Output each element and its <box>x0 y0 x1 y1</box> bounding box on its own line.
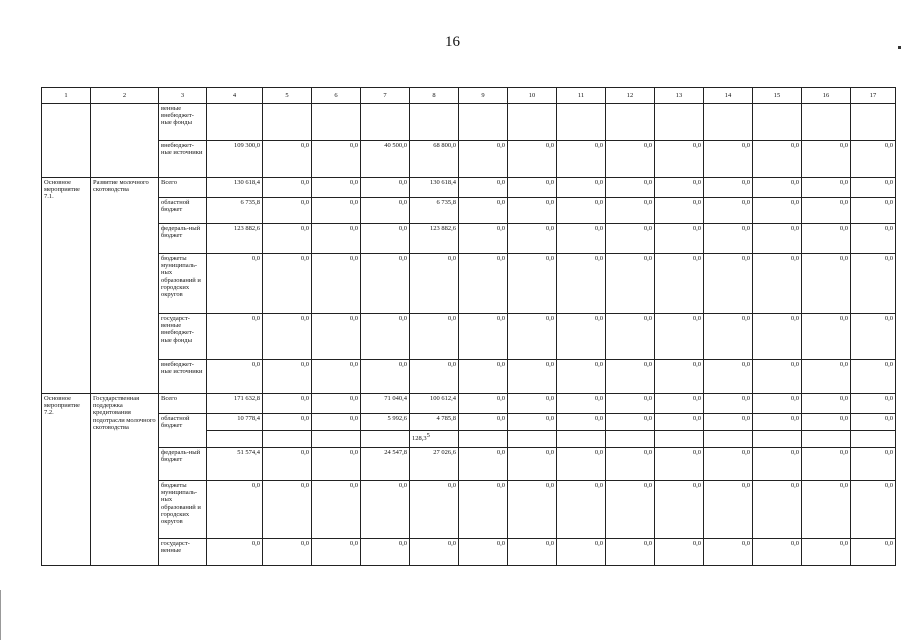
value-cell: 0,0 <box>606 314 655 360</box>
table-row <box>42 448 896 481</box>
value-cell <box>263 431 312 448</box>
value-cell: 0,0 <box>557 141 606 178</box>
column-number: 16 <box>802 88 851 104</box>
value-cell: 0,0 <box>606 394 655 414</box>
value-cell: 51 574,4 <box>207 448 263 481</box>
value-cell <box>557 431 606 448</box>
value-cell: 6 735,8 <box>410 198 459 224</box>
value-cell <box>361 431 410 448</box>
value-cell: 0,0 <box>606 224 655 254</box>
value-cell: 0,0 <box>655 141 704 178</box>
value-cell: 0,0 <box>802 360 851 394</box>
source-cell: венные внебюджет-ные фонды <box>159 104 207 141</box>
value-cell: 0,0 <box>263 394 312 414</box>
table-row <box>42 414 896 431</box>
value-cell: 0,0 <box>557 178 606 198</box>
footnote-value: 128,3 <box>412 435 427 443</box>
value-cell: 0,0 <box>655 448 704 481</box>
column-number-row <box>42 88 896 104</box>
value-cell: 40 500,0 <box>361 141 410 178</box>
value-cell: 0,0 <box>459 448 508 481</box>
value-cell: 0,0 <box>802 178 851 198</box>
value-cell: 68 800,0 <box>410 141 459 178</box>
value-cell: 0,0 <box>508 141 557 178</box>
value-cell: 0,0 <box>851 224 896 254</box>
value-cell: 0,0 <box>655 414 704 431</box>
measure-title-cell <box>91 104 159 178</box>
value-cell: 0,0 <box>557 394 606 414</box>
value-cell: 0,0 <box>606 254 655 314</box>
value-cell: 0,0 <box>753 224 802 254</box>
value-cell: 0,0 <box>557 314 606 360</box>
value-cell: 0,0 <box>704 314 753 360</box>
value-cell <box>851 431 896 448</box>
scan-mark <box>898 46 901 49</box>
value-cell: 0,0 <box>606 178 655 198</box>
value-cell: 0,0 <box>508 360 557 394</box>
value-cell: 0,0 <box>508 198 557 224</box>
value-cell: 0,0 <box>802 254 851 314</box>
value-cell: 0,0 <box>361 224 410 254</box>
value-cell: 0,0 <box>459 314 508 360</box>
value-cell: 0,0 <box>361 314 410 360</box>
value-cell: 0,0 <box>207 314 263 360</box>
value-cell: 0,0 <box>851 314 896 360</box>
source-cell: федераль-ный бюджет <box>159 448 207 481</box>
value-cell: 0,0 <box>207 254 263 314</box>
value-cell: 123 882,6 <box>207 224 263 254</box>
value-cell <box>263 104 312 141</box>
value-cell: 0,0 <box>312 448 361 481</box>
value-cell: 0,0 <box>312 414 361 431</box>
value-cell: 0,0 <box>459 539 508 566</box>
value-cell: 0,0 <box>851 539 896 566</box>
value-cell: 0,0 <box>312 314 361 360</box>
value-cell <box>207 104 263 141</box>
value-cell: 71 040,4 <box>361 394 410 414</box>
budget-table <box>41 87 896 566</box>
value-cell: 0,0 <box>851 141 896 178</box>
column-number: 7 <box>361 88 410 104</box>
value-cell: 0,0 <box>557 414 606 431</box>
column-number: 13 <box>655 88 704 104</box>
value-cell: 0,0 <box>557 448 606 481</box>
value-cell: 0,0 <box>263 314 312 360</box>
column-number: 11 <box>557 88 606 104</box>
value-cell: 0,0 <box>606 414 655 431</box>
value-cell: 0,0 <box>508 414 557 431</box>
value-cell: 0,0 <box>263 448 312 481</box>
column-number: 15 <box>753 88 802 104</box>
value-cell: 0,0 <box>361 254 410 314</box>
value-cell: 0,0 <box>753 254 802 314</box>
value-cell <box>312 431 361 448</box>
value-cell: 0,0 <box>753 360 802 394</box>
value-cell: 0,0 <box>459 141 508 178</box>
value-cell: 0,0 <box>802 481 851 539</box>
value-cell <box>802 104 851 141</box>
value-cell: 0,0 <box>704 539 753 566</box>
table-row <box>42 178 896 198</box>
value-cell: 0,0 <box>704 394 753 414</box>
value-cell <box>655 431 704 448</box>
value-cell: 0,0 <box>459 178 508 198</box>
value-cell <box>508 431 557 448</box>
value-cell: 100 612,4 <box>410 394 459 414</box>
value-cell: 0,0 <box>802 314 851 360</box>
footnote-value-cell <box>410 431 459 448</box>
value-cell: 0,0 <box>753 314 802 360</box>
value-cell: 0,0 <box>557 254 606 314</box>
value-cell: 0,0 <box>606 481 655 539</box>
value-cell: 0,0 <box>508 314 557 360</box>
measure-title: Государственная поддержка кредитования подотрасли молочного скотоводства <box>91 394 159 566</box>
table-row <box>42 141 896 178</box>
value-cell: 0,0 <box>704 448 753 481</box>
value-cell: 0,0 <box>312 481 361 539</box>
value-cell <box>704 431 753 448</box>
source-cell: областной бюджет <box>159 198 207 224</box>
table-row <box>42 539 896 566</box>
value-cell <box>207 431 263 448</box>
value-cell: 0,0 <box>655 481 704 539</box>
table-row <box>42 360 896 394</box>
value-cell <box>704 104 753 141</box>
value-cell <box>557 104 606 141</box>
source-cell: Всего <box>159 394 207 414</box>
value-cell: 130 618,4 <box>410 178 459 198</box>
value-cell: 0,0 <box>851 414 896 431</box>
value-cell: 0,0 <box>851 254 896 314</box>
source-cell: федераль-ный бюджет <box>159 224 207 254</box>
value-cell: 0,0 <box>508 394 557 414</box>
value-cell: 0,0 <box>655 314 704 360</box>
value-cell: 0,0 <box>410 481 459 539</box>
column-number: 8 <box>410 88 459 104</box>
value-cell: 0,0 <box>802 394 851 414</box>
source-cell: государст-венные <box>159 539 207 566</box>
value-cell: 0,0 <box>704 198 753 224</box>
value-cell: 0,0 <box>508 224 557 254</box>
value-cell: 0,0 <box>704 141 753 178</box>
value-cell: 0,0 <box>459 481 508 539</box>
value-cell: 0,0 <box>459 198 508 224</box>
value-cell: 0,0 <box>557 198 606 224</box>
value-cell: 0,0 <box>557 360 606 394</box>
source-cell: бюджеты муниципаль-ных образований и городских округов <box>159 254 207 314</box>
value-cell: 0,0 <box>312 394 361 414</box>
value-cell: 0,0 <box>508 448 557 481</box>
value-cell: 6 735,8 <box>207 198 263 224</box>
value-cell: 0,0 <box>361 198 410 224</box>
table-row <box>42 481 896 539</box>
value-cell: 0,0 <box>606 360 655 394</box>
value-cell: 0,0 <box>263 254 312 314</box>
page-number: 16 <box>445 34 460 50</box>
value-cell: 0,0 <box>361 360 410 394</box>
source-cell: областной бюджет <box>159 414 207 448</box>
column-number: 5 <box>263 88 312 104</box>
value-cell: 130 618,4 <box>207 178 263 198</box>
value-cell: 0,0 <box>459 394 508 414</box>
column-number: 17 <box>851 88 896 104</box>
value-cell: 0,0 <box>557 224 606 254</box>
value-cell: 0,0 <box>312 141 361 178</box>
value-cell: 0,0 <box>851 481 896 539</box>
value-cell: 0,0 <box>361 178 410 198</box>
value-cell: 0,0 <box>802 141 851 178</box>
value-cell: 0,0 <box>312 178 361 198</box>
table-row <box>42 104 896 141</box>
value-cell: 24 547,8 <box>361 448 410 481</box>
source-cell: Всего <box>159 178 207 198</box>
value-cell: 0,0 <box>557 539 606 566</box>
value-cell: 0,0 <box>410 314 459 360</box>
page-edge-line <box>0 590 1 640</box>
measure-label: Основное мероприятие 7.2. <box>42 394 91 566</box>
value-cell: 0,0 <box>263 198 312 224</box>
value-cell <box>361 104 410 141</box>
table-body <box>42 88 896 566</box>
measure-label-cell <box>42 104 91 178</box>
value-cell: 0,0 <box>851 394 896 414</box>
value-cell: 0,0 <box>207 539 263 566</box>
value-cell: 0,0 <box>508 539 557 566</box>
value-cell: 0,0 <box>851 360 896 394</box>
footnote-mark: 5 <box>426 432 430 439</box>
value-cell: 0,0 <box>361 481 410 539</box>
value-cell: 0,0 <box>655 394 704 414</box>
value-cell <box>655 104 704 141</box>
column-number: 6 <box>312 88 361 104</box>
measure-title: Развитие молочного скотоводства <box>91 178 159 394</box>
value-cell: 0,0 <box>655 198 704 224</box>
value-cell: 0,0 <box>802 224 851 254</box>
value-cell <box>802 431 851 448</box>
value-cell: 0,0 <box>263 539 312 566</box>
value-cell: 0,0 <box>851 448 896 481</box>
value-cell: 0,0 <box>459 224 508 254</box>
value-cell: 0,0 <box>704 178 753 198</box>
value-cell: 171 632,8 <box>207 394 263 414</box>
value-cell <box>851 104 896 141</box>
value-cell: 0,0 <box>753 448 802 481</box>
source-cell: внебюджет-ные источники <box>159 141 207 178</box>
value-cell: 0,0 <box>410 539 459 566</box>
column-number: 4 <box>207 88 263 104</box>
value-cell: 0,0 <box>704 414 753 431</box>
value-cell: 27 026,6 <box>410 448 459 481</box>
value-cell: 4 785,8 <box>410 414 459 431</box>
value-cell: 0,0 <box>459 254 508 314</box>
value-cell: 0,0 <box>851 198 896 224</box>
column-number: 1 <box>42 88 91 104</box>
value-cell: 0,0 <box>207 481 263 539</box>
value-cell: 0,0 <box>263 360 312 394</box>
value-cell: 0,0 <box>606 198 655 224</box>
value-cell: 123 882,6 <box>410 224 459 254</box>
source-cell: внебюджет-ные источники <box>159 360 207 394</box>
value-cell: 0,0 <box>606 141 655 178</box>
value-cell: 0,0 <box>753 414 802 431</box>
value-cell: 0,0 <box>207 360 263 394</box>
value-cell: 0,0 <box>508 254 557 314</box>
value-cell: 0,0 <box>606 539 655 566</box>
value-cell <box>606 104 655 141</box>
value-cell <box>312 104 361 141</box>
value-cell: 0,0 <box>263 224 312 254</box>
column-number: 14 <box>704 88 753 104</box>
value-cell <box>606 431 655 448</box>
value-cell: 0,0 <box>655 254 704 314</box>
value-cell: 109 300,0 <box>207 141 263 178</box>
value-cell: 0,0 <box>606 448 655 481</box>
value-cell: 0,0 <box>753 178 802 198</box>
value-cell: 0,0 <box>655 178 704 198</box>
column-number: 10 <box>508 88 557 104</box>
column-number: 2 <box>91 88 159 104</box>
column-number: 12 <box>606 88 655 104</box>
value-cell: 0,0 <box>361 539 410 566</box>
value-cell: 0,0 <box>312 539 361 566</box>
value-cell: 0,0 <box>753 539 802 566</box>
value-cell: 0,0 <box>753 141 802 178</box>
value-cell: 0,0 <box>312 254 361 314</box>
value-cell: 0,0 <box>263 141 312 178</box>
value-cell: 0,0 <box>410 360 459 394</box>
measure-label: Основное мероприятие 7.1. <box>42 178 91 394</box>
value-cell: 0,0 <box>655 360 704 394</box>
value-cell: 0,0 <box>508 481 557 539</box>
value-cell: 10 778,4 <box>207 414 263 431</box>
value-cell: 0,0 <box>263 481 312 539</box>
source-cell: бюджеты муниципаль-ных образований и городских округов <box>159 481 207 539</box>
value-cell: 0,0 <box>263 178 312 198</box>
value-cell <box>410 104 459 141</box>
value-cell: 0,0 <box>410 254 459 314</box>
source-cell: государст-венные внебюджет-ные фонды <box>159 314 207 360</box>
value-cell <box>753 431 802 448</box>
value-cell: 0,0 <box>704 224 753 254</box>
value-cell: 0,0 <box>704 360 753 394</box>
table-row <box>42 198 896 224</box>
value-cell: 0,0 <box>802 539 851 566</box>
table-row <box>42 314 896 360</box>
value-cell <box>459 431 508 448</box>
value-cell: 0,0 <box>263 414 312 431</box>
table-row <box>42 254 896 314</box>
value-cell: 0,0 <box>851 178 896 198</box>
value-cell: 0,0 <box>312 360 361 394</box>
value-cell: 0,0 <box>704 254 753 314</box>
value-cell <box>508 104 557 141</box>
value-cell: 0,0 <box>312 224 361 254</box>
value-cell: 0,0 <box>655 539 704 566</box>
value-cell: 0,0 <box>655 224 704 254</box>
column-number: 9 <box>459 88 508 104</box>
value-cell: 0,0 <box>753 481 802 539</box>
value-cell: 0,0 <box>508 178 557 198</box>
value-cell: 5 992,6 <box>361 414 410 431</box>
table-row <box>42 394 896 414</box>
value-cell: 0,0 <box>802 448 851 481</box>
value-cell: 0,0 <box>459 360 508 394</box>
value-cell <box>753 104 802 141</box>
table-row <box>42 224 896 254</box>
value-cell <box>459 104 508 141</box>
value-cell: 0,0 <box>459 414 508 431</box>
value-cell: 0,0 <box>802 414 851 431</box>
value-cell: 0,0 <box>557 481 606 539</box>
value-cell: 0,0 <box>802 198 851 224</box>
value-cell: 0,0 <box>753 394 802 414</box>
value-cell: 0,0 <box>704 481 753 539</box>
value-cell: 0,0 <box>312 198 361 224</box>
column-number: 3 <box>159 88 207 104</box>
value-cell: 0,0 <box>753 198 802 224</box>
